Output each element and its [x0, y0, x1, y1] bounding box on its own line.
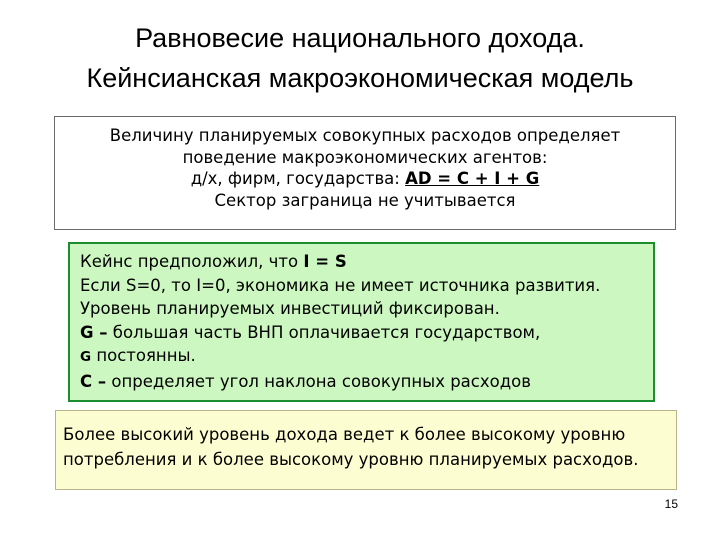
box2-line-3: Уровень планируемых инвестиций фиксирован. [80, 299, 500, 318]
slide-title [0, 18, 720, 98]
c-description: определяет угол наклона совокупных расходов [106, 371, 531, 391]
box2-line-6 [80, 370, 653, 394]
box2-line-1 [80, 250, 653, 274]
box1-line-3 [55, 168, 675, 190]
keynes-assumptions-box [68, 242, 655, 402]
income-consumption-box [55, 410, 677, 490]
planned-expenditure-box [54, 116, 676, 230]
box3-line-2: потребления и к более высокому уровню планируемых расходов. [63, 450, 639, 469]
page-number: 15 [664, 497, 678, 511]
g-letter: G [80, 349, 92, 365]
g-label: G – [80, 322, 108, 342]
box1-line-1: Величину планируемых совокупных расходов определяет [109, 126, 621, 145]
g-description: большая часть ВНП оплачивается государством, [107, 322, 541, 342]
box2-line-5 [80, 344, 653, 370]
box3-line-1: Более высокий уровень дохода ведет к более высокому уровню [63, 425, 626, 444]
keynes-text: Кейнс предположил, что [80, 252, 304, 271]
box2-line-4 [80, 321, 653, 345]
box1-line-2: поведение макроэкономических агентов: [182, 147, 548, 167]
i-equals-s-formula: I = S [303, 252, 347, 271]
c-label: C – [80, 371, 107, 391]
ad-formula: AD = C + I + G [405, 169, 540, 188]
box1-agents-text: д/х, фирм, государства: [190, 169, 406, 188]
box1-line-4: Сектор заграница не учитывается [214, 190, 516, 210]
g-constant-text: постоянны. [91, 346, 196, 365]
title-line-2: Кейнсианская макроэкономическая модель [86, 63, 634, 93]
box2-line-2: Если S=0, то I=0, экономика не имеет источника развития. [80, 275, 601, 295]
title-line-1: Равновесие национального дохода. [135, 23, 585, 53]
